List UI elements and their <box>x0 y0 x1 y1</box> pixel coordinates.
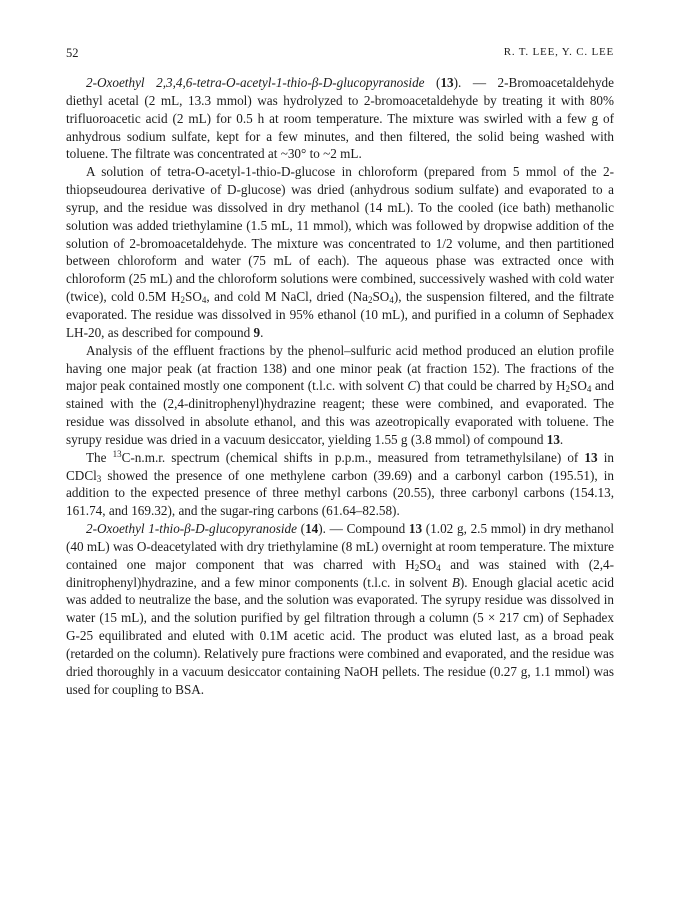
compound-number: 14 <box>305 521 319 537</box>
compound-number: 9 <box>253 324 261 340</box>
compound-heading: 2-Oxoethyl 1-thio-β-D-glucopyranoside <box>86 521 297 537</box>
paragraph-text: 2-Bromoacetaldehyde diethyl acetal (2 mL, 13.3 mmol) was hydrolyzed to 2-bromoacetaldehyde by treating it with 80% trifluoroacetic acid (2 mL) for 0.5 h at room temperature. The mixture was swirled with a few g of anhydrous sodium sulfate, kept for a few minutes, and then filtered, the solid being washed with toluene. The filtrate was concentrated at ~30° to ~2 mL. <box>66 75 614 162</box>
paragraph: 2-Oxoethyl 2,3,4,6-tetra-O-acetyl-1-thio-β-D-glucopyranoside (13). — 2-Bromoacetaldehyde diethyl acetal (2 mL, 13.3 mmol) was hydrolyzed to 2-bromoacetaldehyde by treating it with 80% trifluoroacetic acid (2 mL) for 0.5 h at room temperature. The mixture was swirled with a few g of anhydrous sodium sulfate, kept for a few minutes, and then filtered, the solid being washed with toluene. The filtrate was concentrated at ~30° to ~2 mL. <box>66 75 614 162</box>
running-head-authors: R. T. LEE, Y. C. LEE <box>503 46 614 58</box>
running-header <box>66 46 614 62</box>
paragraph: Analysis of the effluent fractions by the phenol–sulfuric acid method produced an elution profile having one major peak (at fraction 138) and one minor peak (at fraction 152). The fractions of the major peak contained mostly one component (t.l.c. with solvent C) that could be charred by $H_2SO_4$ and stained with the (2,4-dinitrophenyl)hydrazine reagent; these were combined, and evaporated. The residue was dissolved in absolute ethanol, and this was azeotropically evaporated with toluene. The syrupy residue was dried in a vacuum desiccator, yielding 1.55 g (3.8 mmol) of compound 13. <box>66 342 614 447</box>
compound-number: 13 <box>546 431 560 447</box>
paragraph: A solution of tetra-O-acetyl-1-thio-D-glucose in chloroform (prepared from 5 mmol of the 2-thiopseudourea derivative of D-glucose) was dried (anhydrous sodium sulfate) and evaporated to a syrup, and the residue was dissolved in dry methanol (14 mL). To the cooled (ice bath) methanolic solution was added triethylamine (1.5 mL, 11 mmol), which was followed by dropwise addition of the solution of 2-bromoacetaldehyde. The mixture was concentrated to 1/2 volume, and then partitioned between chloroform and water (75 mL of each). The aqueous phase was extracted once with chloroform (25 mL) and the chloroform solutions were combined, successively washed with cold water (twice), cold 0.5M $H_2SO_4$, and cold M NaCl, dried $(Na_2SO_4)$, the suspension filtered, and the filtrate evaporated. The residue was dissolved in 95% ethanol (10 mL), and purified in a column of Sephadex LH-20, as described for compound 9. <box>66 164 614 340</box>
compound-number: 13 <box>584 449 598 465</box>
paragraph: 2-Oxoethyl 1-thio-β-D-glucopyranoside (14). — Compound 13 (1.02 g, 2.5 mmol) in dry methanol (40 mL) was O-deacetylated with dry triethylamine (8 mL) overnight at room temperature. The mixture contained one major component that was charred with $H_2SO_4$ and was stained with (2,4-dinitrophenyl)hydrazine, and a few minor components (t.l.c. in solvent B). Enough glacial acetic acid was added to neutralize the base, and the solution was evaporated. The syrupy residue was dissolved in water (15 mL), and the solution purified by gel filtration through a column (5 × 217 cm) of Sephadex G-25 equilibrated and eluted with 0.1M acetic acid. The product was eluted last, as a broad peak (retarded on the column). Relatively pure fractions were combined and evaporated, and the residue was dried thoroughly in a vacuum desiccator containing NaOH pellets. The residue (0.27 g, 1.1 mmol) was used for coupling to BSA. <box>66 521 614 697</box>
compound-number: 13 <box>440 75 454 90</box>
compound-heading: 2-Oxoethyl 2,3,4,6-tetra-O-acetyl-1-thio-β-D-glucopyranoside <box>86 75 425 90</box>
paragraph: The $^{13}$C-n.m.r. spectrum (chemical shifts in p.p.m., measured from tetramethylsilane) of 13 in CDCl$_3$ showed the presence of one methylene carbon (39.69) and a carbonyl carbon (195.51), in addition to the expected presence of three methyl carbons (20.55), three carbonyl carbons (154.13, 161.74, and 169.32), and the sugar-ring carbons (61.64–82.58). <box>66 448 614 519</box>
page-number: 52 <box>66 46 79 60</box>
article-body <box>66 74 614 699</box>
compound-number: 13 <box>408 521 423 537</box>
